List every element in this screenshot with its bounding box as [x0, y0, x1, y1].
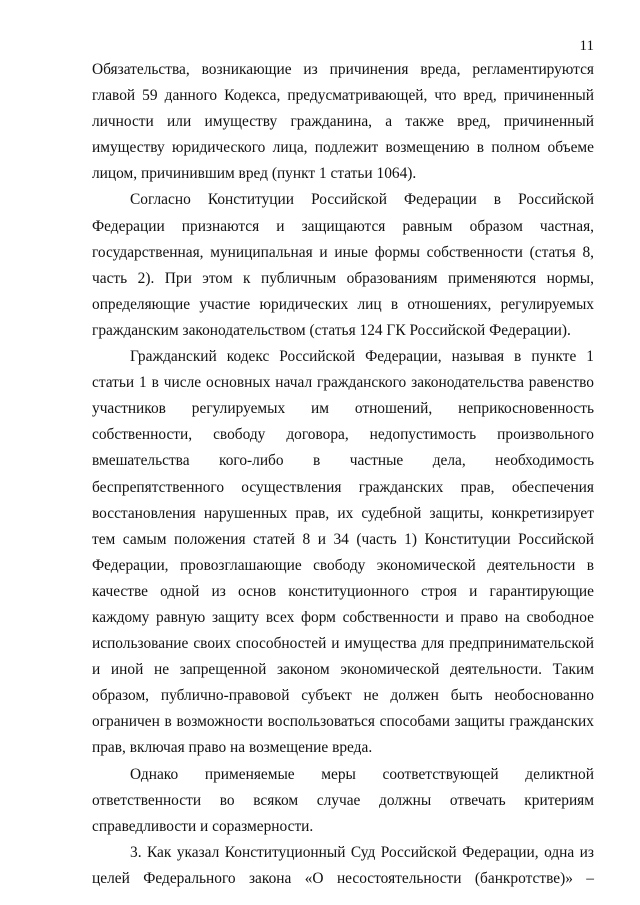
- paragraph-forms-of-property: Согласно Конституции Российской Федерации в Российской Федерации признаются и защищаются равным образом частная, государственная, муниципальная и иные формы собственности (статья 8, часть 2). При этом к публичным образованиям применяются нормы, определяющие участие юридических лиц в отношениях, регулируемых гражданским законодательством (статья 124 ГК Российской Федерации).: [92, 191, 594, 339]
- paragraph-proportionality: Однако применяемые меры соответствующей деликтной ответственности во всяком случае должны отвечать критериям справедливости и соразмерности.: [92, 765, 594, 835]
- page-number: 11: [579, 38, 594, 54]
- paragraph-civil-code-principles: Гражданский кодекс Российской Федерации, называя в пункте 1 статьи 1 в числе основных начал гражданского законодательства равенство участников регулируемых им отношений, неприкосновенность собственности, свободу договора, недопустимость произвольного вмешательства кого-либо в частные дела, необходимость беспрепятственного осуществления гражданских прав, обеспечения восстановления нарушенных прав, их судебной защиты, конкретизирует тем самым положения статей 8 и 34 (часть 1) Конституции Российской Федерации, провозглашающие свободу экономической деятельности в качестве одной из основ конституционного строя и гарантирующие каждому равную защиту всех форм собственности и право на свободное использование своих способностей и имущества для предпринимательской и иной не запрещенной законом экономической деятельности. Таким образом, публично-правовой субъект не должен быть необоснованно ограничен в возможности воспользоваться способами защиты гражданских прав, включая право на возмещение вреда.: [92, 348, 594, 757]
- document-body: [92, 57, 594, 892]
- paragraph-liability-for-harm: Обязательства, возникающие из причинения вреда, регламентируются главой 59 данного Кодекса, предусматривающей, что вред, причиненный личности или имуществу гражданина, а также вред, причиненный имуществу юридического лица, подлежит возмещению в полном объеме лицом, причинившим вред (пункт 1 статьи 1064).: [92, 61, 594, 183]
- paragraph-bankruptcy-law: 3. Как указал Конституционный Суд Российской Федерации, одна из целей Федерального закона «О несостоятельности (банкротстве)» –: [92, 843, 594, 887]
